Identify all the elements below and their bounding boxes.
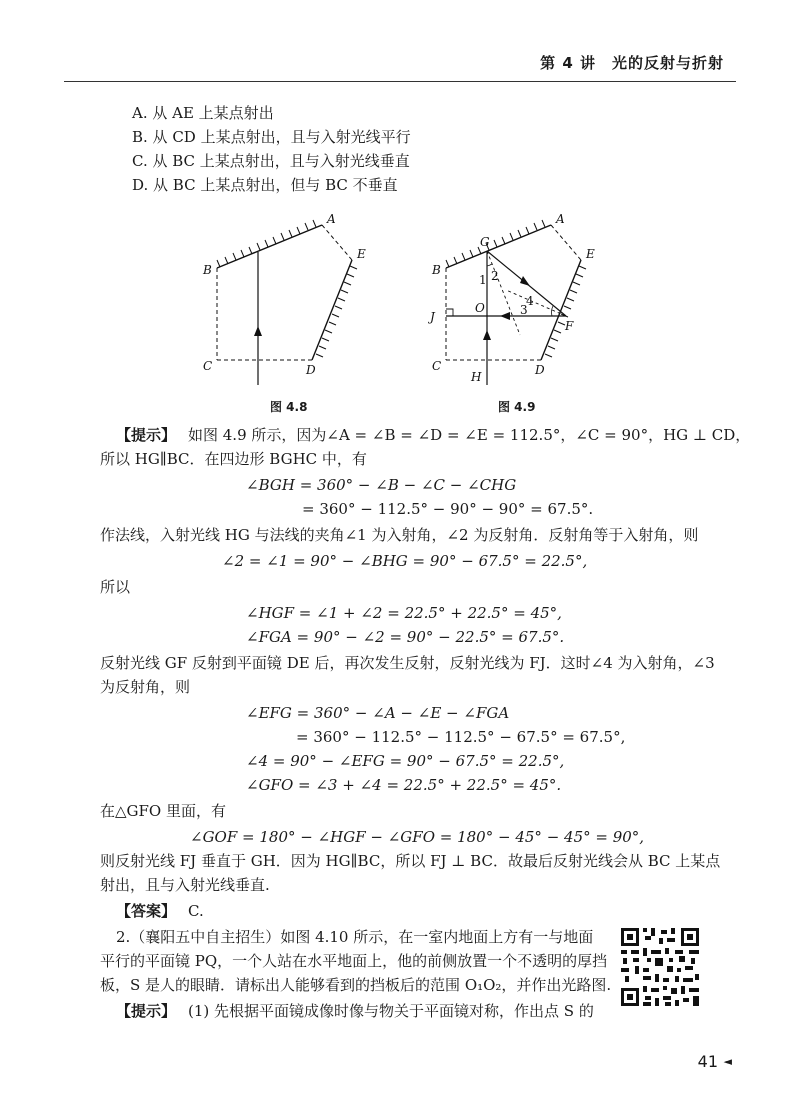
hint-line-13: = 360° − 112.5° − 112.5° − 67.5° = 67.5°, [296, 728, 626, 746]
option-c: C. 从 BC 上某点射出，且与入射光线垂直 [132, 152, 410, 170]
hint-line-11: 为反射角，则 [100, 678, 191, 696]
answer-tag: 【答案】 [116, 902, 177, 920]
page-header [0, 52, 800, 82]
fig49-label-b: B [432, 263, 441, 277]
fig49-label-c: C [432, 359, 442, 373]
option-a: A. 从 AE 上某点射出 [132, 104, 274, 122]
hint-line-5: 作法线，入射光线 HG 与法线的夹角∠1 为入射角，∠2 为反射角．反射角等于入射角，则 [100, 526, 699, 544]
header-rule [64, 81, 736, 82]
figure-4-9 [420, 210, 604, 390]
fig48-label-a: A [327, 212, 336, 226]
fig48-label-b: B [203, 263, 212, 277]
fig49-angle-2: 2 [491, 269, 499, 283]
hint-line-3: ∠BGH = 360° − ∠B − ∠C − ∠CHG [246, 476, 517, 494]
option-b: B. 从 CD 上某点射出，且与入射光线平行 [132, 128, 411, 146]
hint-line-9: ∠FGA = 90° − ∠2 = 90° − 22.5° = 67.5°. [246, 628, 565, 646]
fig49-label-h: H [471, 370, 482, 384]
answer-value: C. [188, 902, 204, 920]
hint-line-12: ∠EFG = 360° − ∠A − ∠E − ∠FGA [246, 704, 510, 722]
page-arrow-icon: ◄ [723, 1055, 732, 1068]
figure-4-8 [196, 210, 380, 390]
hint-line-19: 射出，且与入射光线垂直. [100, 876, 270, 894]
hint-line-10: 反射光线 GF 反射到平面镜 DE 后，再次发生反射，反射光线为 FJ．这时∠4 为入射角，∠3 [100, 654, 715, 672]
chapter-title: 第 4 讲 光的反射与折射 [540, 54, 724, 72]
fig49-label-a: A [556, 212, 565, 226]
fig49-label-f: F [565, 319, 574, 333]
fig48-label-d: D [306, 363, 316, 377]
figure-4-8-caption: 图 4.8 [270, 400, 308, 414]
problem2-line-2: 平行的平面镜 PQ，一个人站在水平地面上，他的前侧放置一个不透明的厚挡 [100, 952, 608, 970]
hint-line-14: ∠4 = 90° − ∠EFG = 90° − 67.5° = 22.5°, [246, 752, 565, 770]
hint-line-8: ∠HGF = ∠1 + ∠2 = 22.5° + 22.5° = 45°, [246, 604, 562, 622]
problem2-line-1: 2.（襄阳五中自主招生）如图 4.10 所示，在一室内地面上方有一与地面 [116, 928, 594, 946]
hint-line-7: 所以 [100, 578, 131, 596]
fig49-angle-1: 1 [479, 273, 487, 287]
hint-line-15: ∠GFO = ∠3 + ∠4 = 22.5° + 22.5° = 45°. [246, 776, 562, 794]
hint-line-17: ∠GOF = 180° − ∠HGF − ∠GFO = 180° − 45° − 45° = 90°, [190, 828, 645, 846]
fig49-angle-3: 3 [520, 303, 528, 317]
fig49-label-e: E [586, 247, 595, 261]
problem2-line-3: 板，S 是人的眼睛．请标出人能够看到的挡板后的范围 O₁O₂，并作出光路图. [100, 976, 612, 994]
hint-line-16: 在△GFO 里面，有 [100, 802, 226, 820]
fig48-label-e: E [357, 247, 366, 261]
problem2-hint-text: (1) 先根据平面镜成像时像与物关于平面镜对称，作出点 S 的 [188, 1002, 594, 1020]
fig49-label-g: G [480, 235, 490, 249]
option-d: D. 从 BC 上某点射出，但与 BC 不垂直 [132, 176, 398, 194]
hint-tag: 【提示】 [116, 426, 177, 444]
fig49-label-d: D [535, 363, 545, 377]
hint-line-2: 所以 HG∥BC．在四边形 BGHC 中，有 [100, 450, 367, 468]
fig49-angle-4: 4 [526, 294, 534, 308]
fig48-label-c: C [203, 359, 213, 373]
figure-4-9-caption: 图 4.9 [498, 400, 536, 414]
hint-line-1: 如图 4.9 所示，因为∠A = ∠B = ∠D = ∠E = 112.5°，∠C = 90°，HG ⊥ CD， [188, 426, 751, 444]
hint-line-6: ∠2 = ∠1 = 90° − ∠BHG = 90° − 67.5° = 22.5°, [222, 552, 588, 570]
fig49-label-j: J [430, 310, 435, 324]
fig49-label-o: O [475, 301, 485, 315]
page-number: 41 [697, 1052, 718, 1071]
problem2-hint-tag: 【提示】 [116, 1002, 177, 1020]
hint-line-18: 则反射光线 FJ 垂直于 GH．因为 HG∥BC，所以 FJ ⊥ BC．故最后反射光线会从 BC 上某点 [100, 852, 721, 870]
qr-code-icon[interactable] [619, 926, 701, 1008]
hint-line-4: = 360° − 112.5° − 90° − 90° = 67.5°. [302, 500, 594, 518]
